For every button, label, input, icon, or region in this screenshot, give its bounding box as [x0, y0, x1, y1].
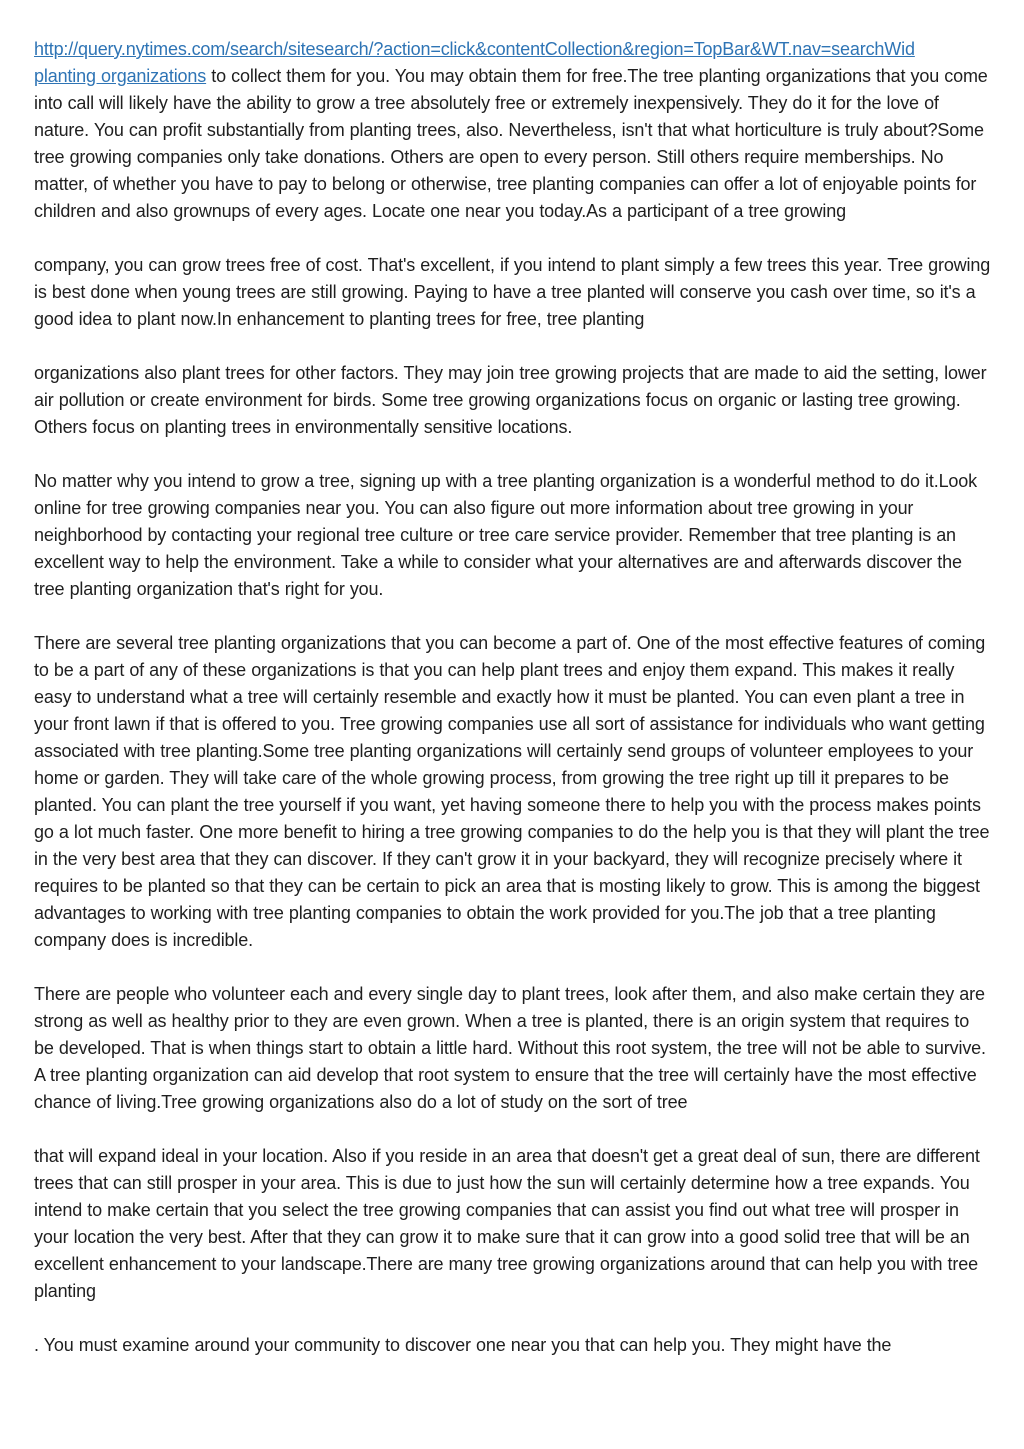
paragraph-grow-trees-free: company, you can grow trees free of cost. That's excellent, if you intend to plant simply a few trees this year. Tree growing is best done when young trees are still growing. Paying to have a tree planted will conserve you cash over time, so it's a good idea to plant now.In enhancement to planting trees for free, tree planting — [34, 255, 991, 329]
paragraph-sign-up: No matter why you intend to grow a tree, signing up with a tree planting organization is a wonderful method to do it.Look online for tree growing companies near you. You can also figure out more information about tree growing in your neighborhood by contacting your regional tree culture or tree care service provider. Remember that tree planting is an excellent way to help the environment. Take a while to consider what your alternatives are and afterwards discover the tree planting organization that's right for you. — [34, 471, 978, 599]
paragraph-intro — [34, 36, 991, 225]
paragraph-intro-text: to collect them for you. You may obtain them for free.The tree planting organizations that you come into call will likely have the ability to grow a tree absolutely free or extremely inexpensively. They do it for the love of nature. You can profit substantially from planting trees, also. Nevertheless, isn't that what horticulture is truly about?Some tree growing companies only take donations. Others are open to every person. Still others require memberships. No matter, of whether you have to pay to belong or otherwise, tree planting companies can offer a lot of enjoyable points for children and also grownups of every ages. Locate one near you today.As a participant of a tree growing — [34, 66, 988, 221]
paragraph-other-factors: organizations also plant trees for other factors. They may join tree growing projects that are made to aid the setting, lower air pollution or create environment for birds. Some tree growing organizations focus on organic or lasting tree growing. Others focus on planting trees in environmentally sensitive locations. — [34, 363, 987, 437]
nytimes-search-url-link[interactable]: http://query.nytimes.com/search/sitesearch/?action=click&contentCollection&region=TopBar&WT.nav=searchWid — [34, 39, 915, 59]
paragraph-become-a-part: There are several tree planting organizations that you can become a part of. One of the most effective features of coming to be a part of any of these organizations is that you can help plant trees and enjoy them expand. This makes it really easy to understand what a tree will certainly resemble and exactly how it must be planted. You can even plant a tree in your front lawn if that is offered to you. Tree growing companies use all sort of assistance for individuals who want getting associated with tree planting.Some tree planting organizations will certainly send groups of volunteer employees to your home or garden. They will take care of the whole growing process, from growing the tree right up till it prepares to be planted. You can plant the tree yourself if you want, yet having someone there to help you with the process makes points go a lot much faster. One more benefit to hiring a tree growing companies to do the help you is that they will plant the tree in the very best area that they can discover. If they can't grow it in your backyard, they will recognize precisely where it requires to be planted so that they can be certain to pick an area that is mosting likely to grow. This is among the biggest advantages to working with tree planting companies to obtain the work provided for you.The job that a tree planting company does is incredible. — [34, 633, 990, 950]
paragraph-expand-ideal: that will expand ideal in your location. Also if you reside in an area that doesn't get a great deal of sun, there are different trees that can still prosper in your area. This is due to just how the sun will certainly determine how a tree expands. You intend to make certain that you select the tree growing companies that can assist you find out what tree will prosper in your location the very best. After that they can grow it to make sure that it can grow into a good solid tree that will be an excellent enhancement to your landscape.There are many tree growing organizations around that can help you with tree planting — [34, 1146, 980, 1301]
planting-organizations-link[interactable]: planting organizations — [34, 66, 207, 86]
paragraph-examine-community: . You must examine around your community to discover one near you that can help you. They might have the — [34, 1335, 892, 1355]
paragraph-volunteers: There are people who volunteer each and every single day to plant trees, look after them, and also make certain they are strong as well as healthy prior to they are even grown. When a tree is planted, there is an origin system that requires to be developed. That is when things start to obtain a little hard. Without this root system, the tree will not be able to survive. A tree planting organization can aid develop that root system to ensure that the tree will certainly have the most effective chance of living.Tree growing organizations also do a lot of study on the sort of tree — [34, 984, 986, 1112]
